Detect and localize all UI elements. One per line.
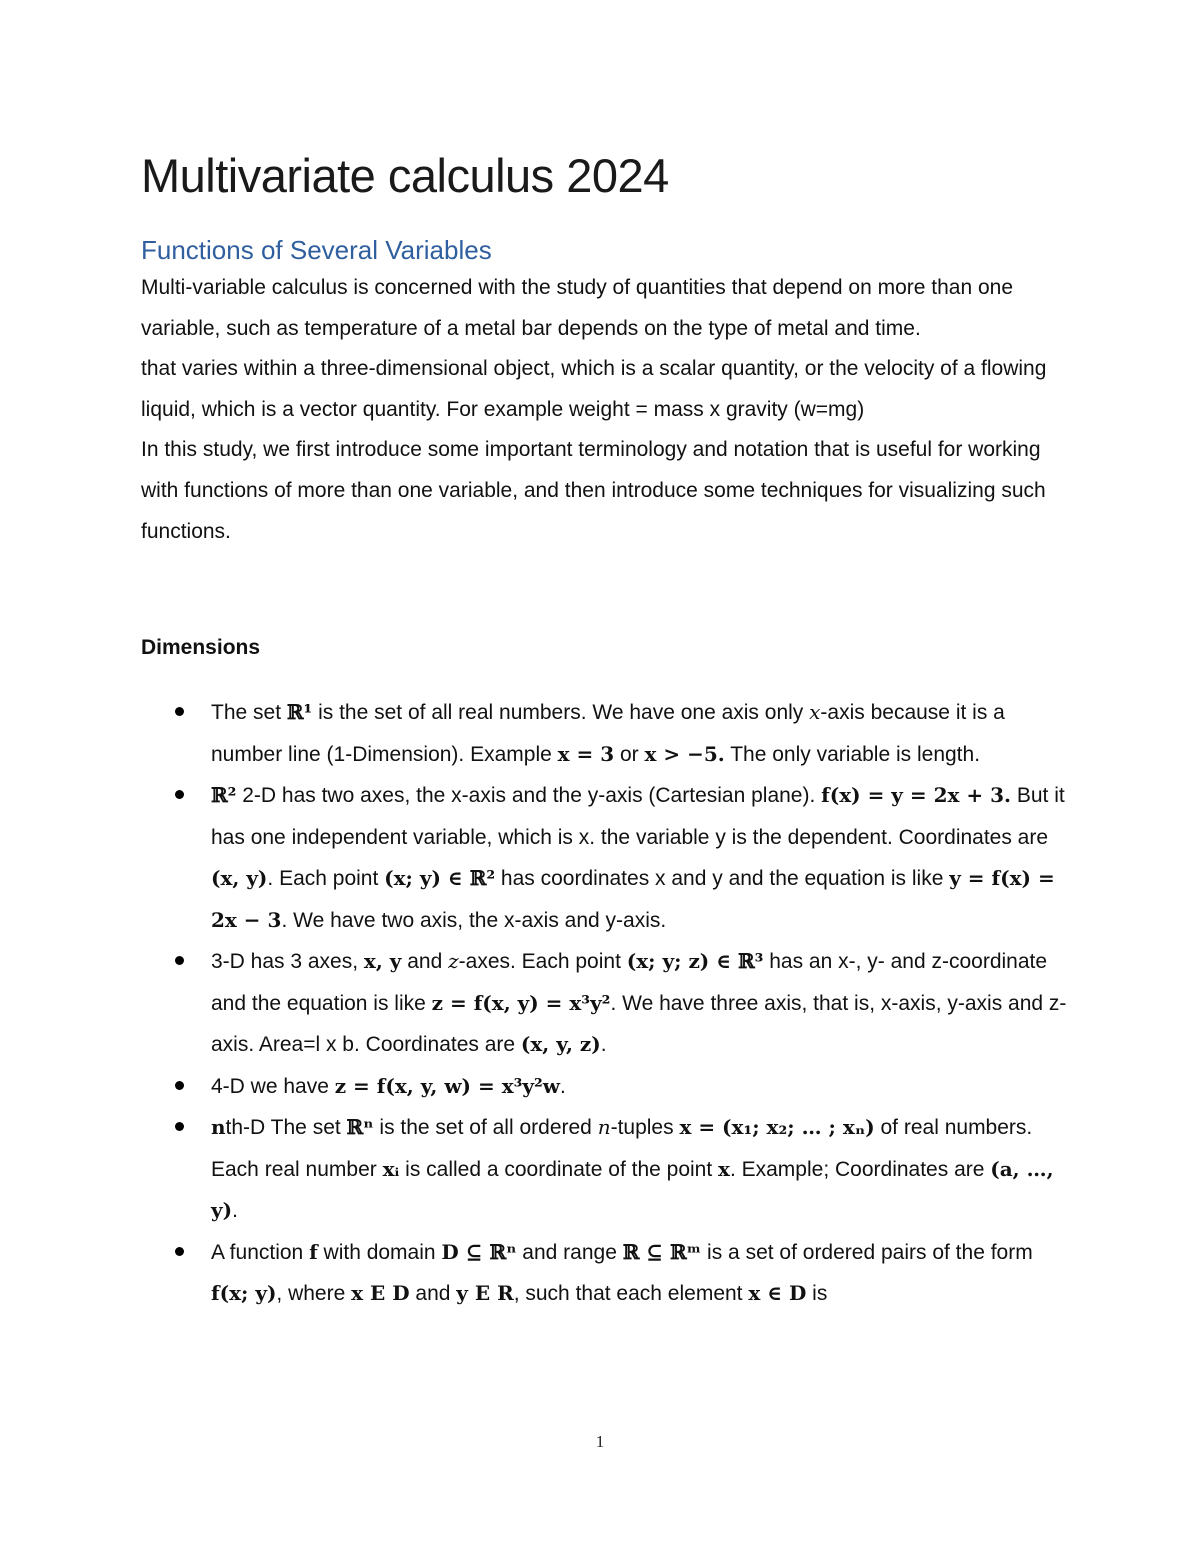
dimensions-heading: Dimensions: [141, 636, 261, 659]
math-expression: x ∈ D: [748, 1281, 807, 1305]
text-run: and: [401, 950, 449, 973]
intro-paragraph: In this study, we first introduce some important terminology and notation that is useful for working with functions of more than one variable, and then introduce some techniques for visualizing such functions.: [141, 438, 1046, 543]
math-expression: (x, y): [211, 866, 268, 890]
text-run: of real numbers. Each real number: [211, 1116, 1033, 1181]
list-item: [141, 941, 1071, 1066]
bullet-icon: [175, 790, 184, 799]
bullet-icon: [175, 1081, 184, 1090]
math-expression: f(x; y): [211, 1281, 277, 1305]
text-run: . We have three axis, that is, x-axis, y-axis and z-axis. Area=l x b. Coordinates are: [211, 991, 1067, 1056]
document-title: Multivariate calculus 2024: [141, 149, 669, 202]
text-run: 4-D we have: [211, 1074, 335, 1098]
text-run: . Each point: [267, 867, 385, 890]
text-run: . Example; Coordinates are: [729, 1157, 991, 1181]
text-run: But it has one independent variable, which is x. the variable y is the dependent. Coordinates are: [211, 784, 1065, 849]
text-run: .: [559, 1074, 566, 1098]
bullet-icon: [175, 956, 184, 965]
math-expression: x E D: [351, 1281, 410, 1305]
intro-text: [141, 268, 1071, 552]
math-expression: x: [809, 700, 821, 724]
math-expression: (x; y; z) ∈ ℝ³: [626, 949, 764, 973]
text-run: The only variable is length.: [724, 742, 981, 766]
math-expression: f(x) = y = 2x + 3.: [821, 783, 1011, 807]
math-expression: ℝ²: [211, 783, 237, 807]
text-run: and range: [516, 1240, 623, 1264]
text-run: A function: [211, 1240, 310, 1264]
text-run: is: [806, 1282, 828, 1305]
math-expression: x, y: [363, 949, 402, 973]
intro-paragraph: that varies within a three-dimensional object, which is a scalar quantity, or the velocity of a flowing liquid, which is a vector quantity. For example weight = mass x gravity (w=mg): [141, 357, 1047, 421]
list-item: [141, 692, 1071, 775]
text-run: -axis because it is a number line (1-Dimension). Example: [211, 701, 1005, 766]
math-expression: x = (x₁; x₂; … ; xₙ): [679, 1115, 875, 1139]
math-expression: x > −5.: [644, 741, 725, 766]
math-expression: z: [448, 949, 459, 973]
math-expression: x = 3: [557, 741, 615, 766]
text-run: The set: [211, 701, 287, 724]
math-expression: ℝ¹: [286, 700, 313, 724]
math-expression: D ⊆ ℝⁿ: [441, 1239, 517, 1264]
section-subtitle: Functions of Several Variables: [141, 235, 492, 265]
list-item: [141, 775, 1071, 941]
text-run: , where: [276, 1282, 352, 1305]
bullet-icon: [175, 1247, 184, 1256]
text-run: has an x-, y- and z-coordinate and the equation is like: [211, 950, 1048, 1015]
text-run: or: [614, 742, 645, 766]
text-run: 2-D has two axes, the x-axis and the y-axis (Cartesian plane).: [236, 784, 822, 807]
math-expression: ℝⁿ: [346, 1115, 374, 1139]
text-run: -tuples: [610, 1116, 680, 1139]
text-run: . We have two axis, the x-axis and y-axis.: [281, 908, 667, 932]
text-run: .: [232, 1199, 238, 1222]
intro-paragraph: Multi-variable calculus is concerned with the study of quantities that depend on more than one variable, such as temperature of a metal bar depends on the type of metal and time.: [141, 276, 1014, 340]
list-item: [141, 1066, 1071, 1108]
math-expression: z = f(x, y) = x³y²: [431, 990, 611, 1015]
math-expression: n: [211, 1115, 226, 1139]
text-run: is the set of all ordered: [373, 1116, 598, 1139]
math-expression: x: [718, 1156, 730, 1181]
text-run: , such that each element: [513, 1282, 749, 1305]
text-run: is called a coordinate of the point: [399, 1157, 719, 1181]
text-run: .: [600, 1033, 607, 1056]
list-item: [141, 1107, 1071, 1232]
text-run: th-D The set: [225, 1116, 347, 1139]
math-expression: f: [309, 1239, 318, 1264]
dimensions-list: [141, 692, 1071, 1315]
text-run: -axes. Each point: [458, 950, 627, 973]
bullet-icon: [175, 707, 184, 716]
text-run: has coordinates x and y and the equation is like: [495, 867, 950, 890]
page-number: 1: [595, 1432, 605, 1451]
text-run: is a set of ordered pairs of the form: [701, 1240, 1033, 1264]
math-expression: z = f(x, y, w) = x³y²w: [334, 1073, 560, 1098]
math-expression: y E R: [456, 1281, 514, 1305]
text-run: with domain: [317, 1240, 442, 1264]
list-item: [141, 1232, 1071, 1315]
bullet-icon: [175, 1122, 184, 1131]
math-expression: (x, y, z): [520, 1032, 601, 1056]
math-expression: (a, …, y): [211, 1156, 1054, 1222]
math-expression: ℝ ⊆ ℝᵐ: [622, 1239, 702, 1264]
text-run: is the set of all real numbers. We have one axis only: [312, 701, 810, 724]
text-run: and: [409, 1282, 457, 1305]
math-expression: y = f(x) = 2x − 3: [211, 866, 1055, 932]
text-run: 3-D has 3 axes,: [211, 950, 364, 973]
math-expression: xᵢ: [382, 1156, 400, 1181]
math-expression: (x; y) ∈ ℝ²: [384, 866, 496, 890]
math-expression: n: [597, 1115, 611, 1139]
